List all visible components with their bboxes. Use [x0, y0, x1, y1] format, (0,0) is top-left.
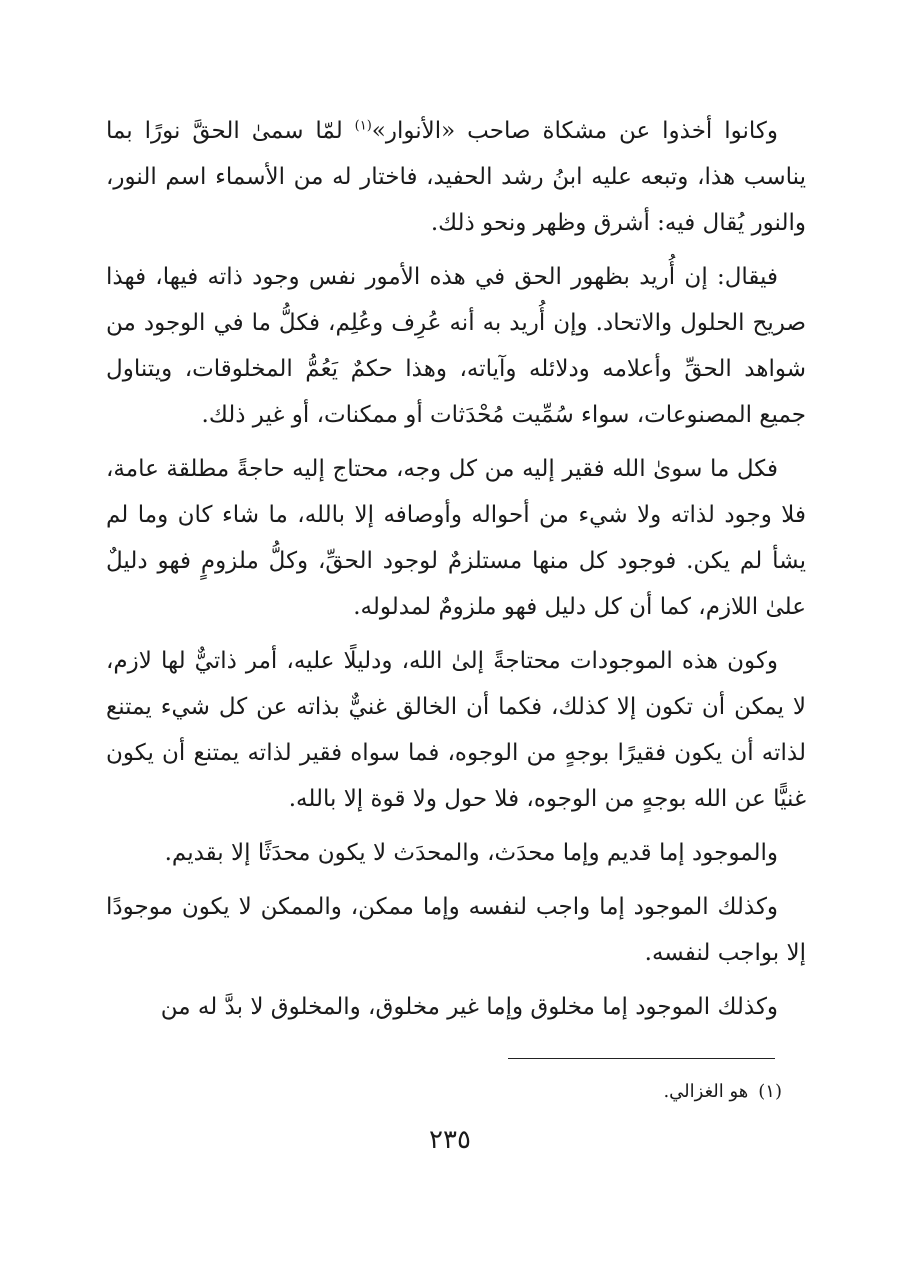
paragraph-6: وكذلك الموجود إما واجب لنفسه وإما ممكن، والممكن لا يكون موجودًا إلا بواجب لنفسه. [106, 894, 806, 966]
footnote-marker[interactable]: (١) [354, 118, 372, 134]
main-text [106, 108, 806, 1038]
paragraph-2: فيقال: إن أُريد بظهور الحق في هذه الأمور نفس وجود ذاته فيها، فهذا صريح الحلول والاتحاد. وإن أُريد به أنه عُرِف وعُلِم، فكلُّ ما في الوجود من شواهد الحقِّ وأعلامه ودلائله وآياته، وهذا حكمٌ يَعُمُّ المخلوقات، ويتناول جميع المصنوعات، سواء سُمِّيت مُحْدَثات أو ممكنات، أو غير ذلك. [106, 264, 806, 428]
footnote [663, 1078, 782, 1106]
paragraph-4: وكون هذه الموجودات محتاجةً إلىٰ الله، ودليلًا عليه، أمر ذاتيٌّ لها لازم، لا يمكن أن تكون إلا كذلك، فكما أن الخالق غنيٌّ بذاته عن كل شيء يمتنع لذاته أن يكون فقيرًا بوجهٍ من الوجوه، فما سواه فقير لذاته يمتنع أن يكون غنيًّا عن الله بوجهٍ من الوجوه، فلا حول ولا قوة إلا بالله. [106, 648, 806, 812]
paragraph-3: فكل ما سوىٰ الله فقير إليه من كل وجه، محتاج إليه حاجةً مطلقة عامة، فلا وجود لذاته ولا شيء من أحواله وأوصافه إلا بالله، ما شاء كان وما لم يشأ لم يكن. فوجود كل منها مستلزمٌ لوجود الحقِّ، وكلُّ ملزومٍ فهو دليلٌ علىٰ اللازم، كما أن كل دليل فهو ملزومٌ لمدلوله. [106, 456, 806, 620]
footnote-text: هو الغزالي. [663, 1081, 749, 1102]
footnote-divider [508, 1058, 775, 1059]
paragraph-5: والموجود إما قديم وإما محدَث، والمحدَث لا يكون محدَثًا إلا بقديم. [164, 840, 778, 866]
paragraph-1 [106, 108, 806, 246]
footnote-number: (١) [758, 1081, 782, 1102]
page-number: ٢٣٥ [429, 1125, 471, 1155]
paragraph-7: وكذلك الموجود إما مخلوق وإما غير مخلوق، والمخلوق لا بدَّ له من [160, 994, 778, 1020]
paragraph-1-before: وكانوا أخذوا عن مشكاة صاحب «الأنوار» [371, 118, 778, 144]
paragraph-1-after: لمّا سمىٰ الحقَّ نورًا بما يناسب هذا، وتبعه عليه ابنُ رشد الحفيد، فاختار له من الأسماء اسم النور، والنور يُقال فيه: أشرق وظهر ونحو ذلك. [106, 118, 806, 236]
